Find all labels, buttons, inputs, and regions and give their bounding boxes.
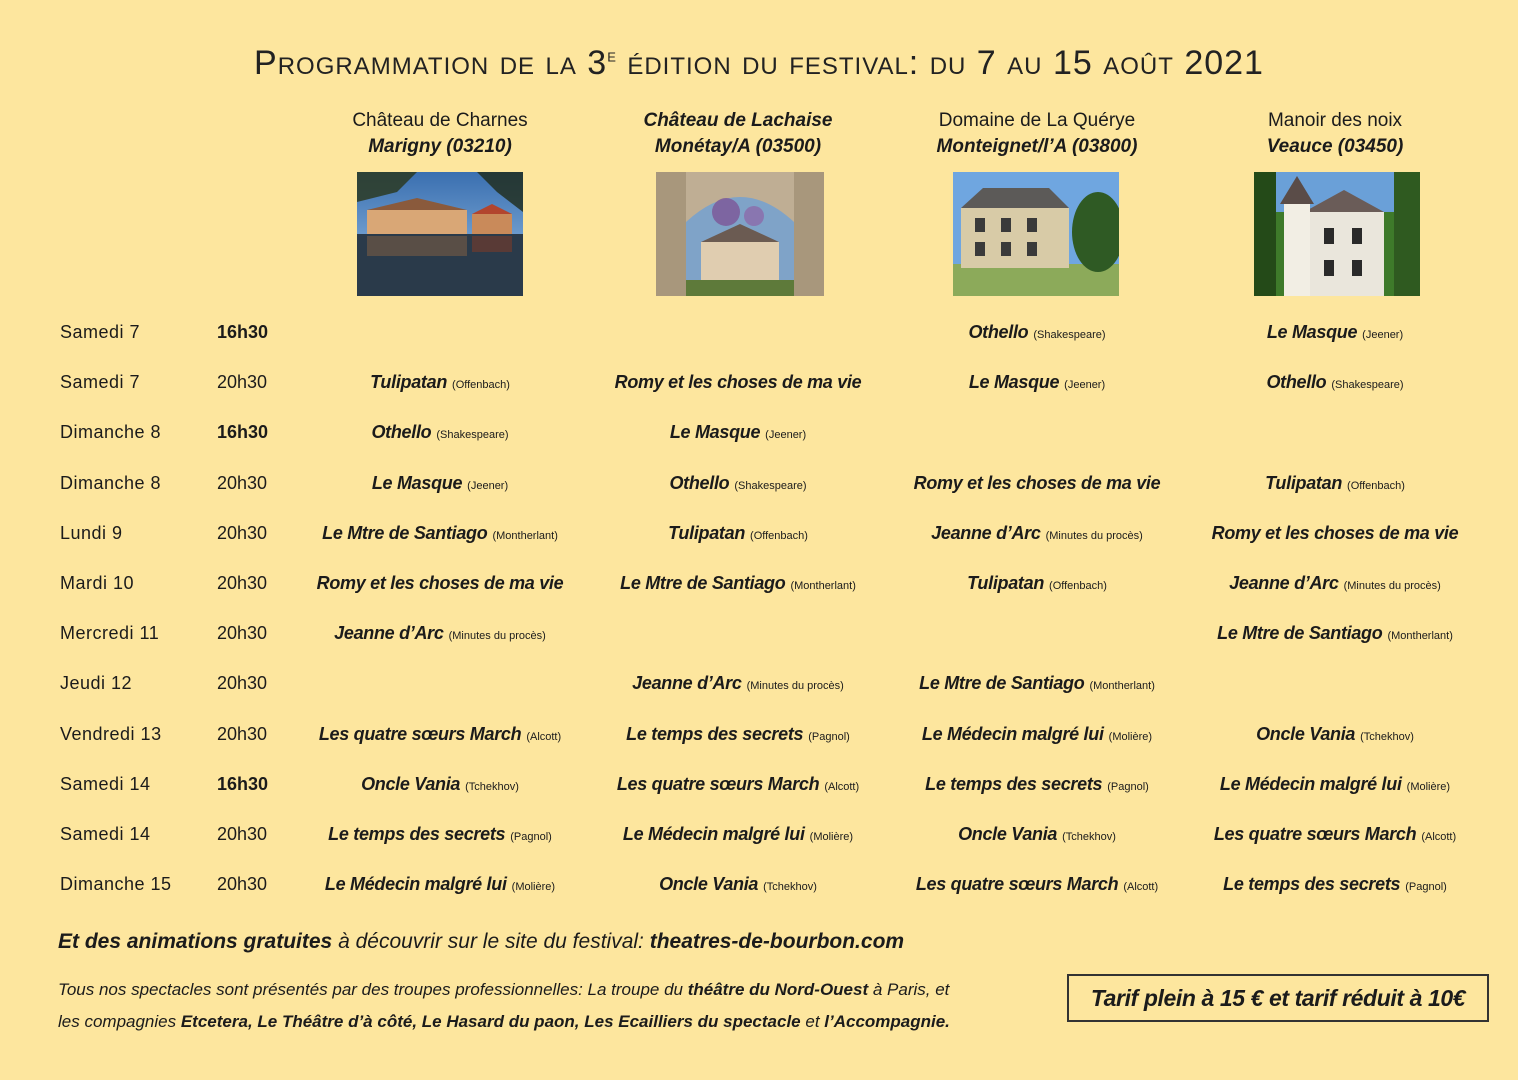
venue-location: Monteignet/l’A (03800)	[936, 136, 1138, 157]
show-cell	[887, 523, 1187, 544]
venue-name: Château de Lachaise	[643, 110, 833, 131]
venue-name: Château de Charnes	[352, 110, 528, 131]
show-cell	[1185, 372, 1485, 393]
show-author: (Tchekhov)	[763, 881, 817, 894]
show-cell	[290, 774, 590, 795]
show-author: (Jeener)	[1064, 379, 1106, 392]
show-author: (Molière)	[809, 831, 854, 843]
schedule-row	[0, 422, 1518, 462]
schedule-row	[0, 322, 1518, 362]
time-label: 20h30	[217, 673, 268, 694]
day-label: Dimanche 15	[60, 874, 172, 895]
show-author: (Alcott)	[1421, 831, 1457, 843]
page-title: Programmation de la 3e édition du festival: du 7 au 15 août 2021	[254, 44, 1264, 82]
show-title: Oncle Vania	[958, 824, 1058, 844]
show-cell	[588, 523, 888, 544]
venue-name: Manoir des noix	[1267, 110, 1403, 131]
time-label: 20h30	[217, 372, 268, 393]
show-cell	[290, 623, 590, 644]
show-author: (Shakespeare)	[734, 479, 807, 492]
price-box: Tarif plein à 15 € et tarif réduit à 10€	[1067, 974, 1489, 1022]
show-title: Les quatre sœurs March	[616, 773, 820, 794]
show-author: (Molière)	[511, 881, 556, 894]
show-title: Othello	[371, 422, 432, 443]
show-cell	[1185, 774, 1485, 795]
schedule-row	[0, 874, 1518, 914]
venue-location: Monétay/A (03500)	[654, 136, 822, 157]
show-author: (Tchekhov)	[1062, 831, 1116, 843]
show-author: (Minutes du procès)	[1045, 529, 1143, 542]
venue-location: Veauce (03450)	[1266, 136, 1404, 157]
show-author: (Shakespeare)	[436, 429, 509, 442]
show-title: Le Masque	[1266, 322, 1358, 342]
archway-chateau-photo	[656, 172, 824, 296]
show-title: Oncle Vania	[361, 773, 461, 794]
show-author: (Molière)	[1406, 780, 1451, 793]
show-title: Romy et les choses de ma vie	[1211, 522, 1459, 543]
show-cell	[887, 874, 1187, 895]
show-cell	[887, 824, 1187, 845]
show-cell	[887, 724, 1187, 745]
show-cell	[290, 724, 590, 745]
show-author: (Pagnol)	[1107, 780, 1149, 793]
schedule-row	[0, 673, 1518, 713]
show-author: (Minutes du procès)	[746, 680, 844, 693]
show-author: (Alcott)	[824, 780, 860, 793]
venue-header-4	[1185, 108, 1485, 160]
show-author: (Jeener)	[765, 429, 807, 442]
troupes-paragraph: Tous nos spectacles sont présentés par des troupes professionnelles: La troupe du théâtre du Nord-Ouest à Paris, et les compagnies Etcetera, Le Théâtre d’à côté, Le Hasard du paon, Les Ecailliers du spectacle et l’Accompagnie.	[58, 980, 950, 1031]
show-cell	[588, 473, 888, 494]
show-cell	[290, 422, 590, 443]
show-author: (Jeener)	[1362, 329, 1404, 341]
chateau-lake-photo	[357, 172, 523, 296]
manor-house-photo	[953, 172, 1119, 296]
show-title: Jeanne d’Arc	[931, 522, 1041, 543]
show-author: (Offenbach)	[1049, 580, 1107, 592]
animations-line: Et des animations gratuites à découvrir sur le site du festival: theatres-de-bourbon.com	[58, 930, 905, 953]
day-label: Samedi 14	[60, 773, 151, 794]
show-author: (Montherlant)	[790, 580, 856, 592]
show-title: Oncle Vania	[1256, 723, 1356, 744]
show-title: Les quatre sœurs March	[318, 723, 522, 744]
venue-header-2	[588, 108, 888, 160]
show-author: (Tchekhov)	[465, 780, 519, 793]
show-cell	[1185, 623, 1485, 644]
show-cell	[1185, 824, 1485, 845]
show-title: Le Masque	[968, 372, 1060, 393]
show-title: Tulipatan	[967, 573, 1045, 593]
show-cell	[887, 322, 1187, 343]
day-label: Dimanche 8	[60, 422, 162, 443]
show-title: Les quatre sœurs March	[915, 874, 1119, 895]
show-title: Le temps des secrets	[328, 824, 506, 844]
show-cell	[588, 874, 888, 895]
show-cell	[887, 774, 1187, 795]
show-cell	[1185, 874, 1485, 895]
show-title: Le Masque	[669, 422, 761, 443]
show-cell	[290, 874, 590, 895]
show-title: Jeanne d’Arc	[1229, 573, 1339, 593]
show-title: Le Médecin malgré lui	[324, 874, 507, 895]
show-title: Le Mtre de Santiago	[1217, 623, 1383, 644]
schedule-row	[0, 774, 1518, 814]
schedule-row	[0, 724, 1518, 764]
show-cell	[1185, 322, 1485, 343]
time-label: 20h30	[217, 522, 268, 543]
show-title: Tulipatan	[668, 522, 746, 543]
show-author: (Montherlant)	[492, 529, 558, 542]
show-cell	[588, 824, 888, 845]
day-label: Mardi 10	[60, 573, 135, 593]
show-title: Le Mtre de Santiago	[322, 522, 488, 543]
show-author: (Shakespeare)	[1331, 379, 1404, 392]
schedule-row	[0, 623, 1518, 663]
show-title: Le Médecin malgré lui	[921, 723, 1104, 744]
show-author: (Jeener)	[467, 479, 509, 492]
show-cell	[290, 372, 590, 393]
show-author: (Pagnol)	[808, 730, 850, 743]
show-cell	[588, 573, 888, 594]
day-label: Vendredi 13	[60, 723, 162, 744]
show-title: Le Médecin malgré lui	[622, 824, 805, 844]
day-label: Mercredi 11	[60, 623, 160, 644]
day-label: Samedi 7	[60, 322, 141, 342]
show-cell	[887, 473, 1187, 494]
show-cell	[1185, 573, 1485, 594]
show-title: Tulipatan	[370, 372, 448, 393]
website-link: theatres-de-bourbon.com	[649, 930, 905, 953]
show-title: Le Médecin malgré lui	[1219, 773, 1402, 794]
schedule-row	[0, 473, 1518, 513]
show-cell	[887, 673, 1187, 694]
show-cell	[588, 422, 888, 443]
show-title: Romy et les choses de ma vie	[614, 372, 862, 393]
show-title: Les quatre sœurs March	[1213, 824, 1417, 844]
manor-tower-photo	[1254, 172, 1420, 296]
show-author: (Pagnol)	[510, 831, 552, 843]
time-label: 16h30	[217, 322, 269, 342]
show-cell	[1185, 724, 1485, 745]
show-author: (Montherlant)	[1089, 680, 1155, 693]
schedule-row	[0, 523, 1518, 563]
show-author: (Shakespeare)	[1033, 329, 1106, 341]
show-cell	[290, 523, 590, 544]
show-title: Le Mtre de Santiago	[919, 673, 1085, 694]
show-title: Oncle Vania	[659, 874, 759, 895]
show-title: Le Mtre de Santiago	[620, 573, 786, 593]
time-label: 20h30	[217, 824, 268, 844]
show-author: (Offenbach)	[452, 379, 510, 392]
show-author: (Alcott)	[526, 730, 562, 743]
show-author: (Alcott)	[1123, 881, 1159, 894]
time-label: 20h30	[217, 573, 268, 593]
time-label: 20h30	[217, 623, 268, 644]
day-label: Samedi 7	[60, 372, 141, 393]
show-title: Jeanne d’Arc	[334, 623, 444, 644]
day-label: Samedi 14	[60, 824, 151, 844]
show-title: Jeanne d’Arc	[632, 673, 742, 694]
show-title: Tulipatan	[1265, 472, 1343, 493]
show-title: Othello	[968, 322, 1029, 342]
time-label: 20h30	[217, 723, 268, 744]
time-label: 20h30	[217, 874, 268, 895]
show-author: (Tchekhov)	[1360, 730, 1414, 743]
show-title: Le temps des secrets	[626, 723, 804, 744]
venue-location: Marigny (03210)	[368, 136, 512, 157]
show-author: (Offenbach)	[750, 529, 808, 542]
show-cell	[887, 573, 1187, 594]
time-label: 16h30	[217, 773, 269, 794]
show-title: Othello	[669, 472, 730, 493]
show-cell	[1185, 473, 1485, 494]
show-cell	[290, 573, 590, 594]
show-cell	[588, 774, 888, 795]
show-title: Othello	[1266, 372, 1327, 393]
show-author: (Molière)	[1108, 730, 1153, 743]
day-label: Lundi 9	[60, 522, 123, 543]
show-title: Le temps des secrets	[1223, 874, 1401, 895]
day-label: Jeudi 12	[60, 673, 133, 694]
venue-header-1	[290, 108, 590, 160]
venue-name: Domaine de La Quérye	[938, 110, 1136, 131]
show-cell	[1185, 523, 1485, 544]
show-cell	[290, 473, 590, 494]
show-author: (Minutes du procès)	[448, 630, 546, 643]
show-cell	[588, 673, 888, 694]
show-cell	[290, 824, 590, 845]
show-author: (Montherlant)	[1387, 630, 1453, 643]
schedule-row	[0, 573, 1518, 613]
show-author: (Offenbach)	[1347, 479, 1405, 492]
show-cell	[887, 372, 1187, 393]
show-title: Le temps des secrets	[925, 773, 1103, 794]
venue-header-3	[887, 108, 1187, 160]
time-label: 20h30	[217, 472, 268, 493]
show-title: Romy et les choses de ma vie	[913, 472, 1161, 493]
show-cell	[588, 372, 888, 393]
show-cell	[588, 724, 888, 745]
show-author: (Pagnol)	[1405, 881, 1447, 894]
time-label: 16h30	[217, 422, 269, 443]
show-title: Le Masque	[371, 472, 463, 493]
day-label: Dimanche 8	[60, 472, 162, 493]
schedule-row	[0, 372, 1518, 412]
schedule-row	[0, 824, 1518, 864]
show-title: Romy et les choses de ma vie	[316, 573, 564, 593]
show-author: (Minutes du procès)	[1343, 580, 1441, 592]
